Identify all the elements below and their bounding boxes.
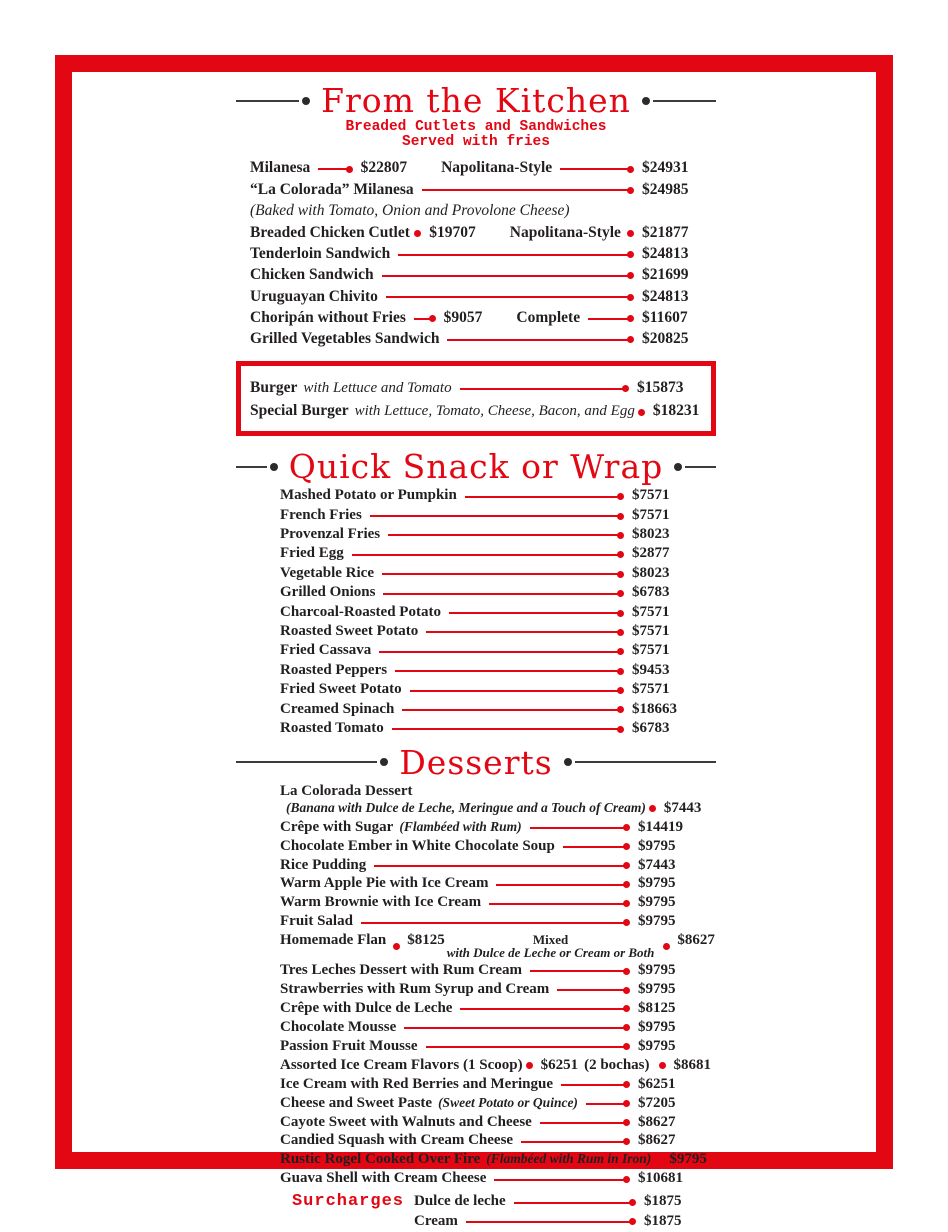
item-name: Special Burger: [250, 402, 349, 420]
item-name: Grilled Onions: [280, 584, 376, 601]
menu-item-row: [280, 1056, 712, 1074]
item-name: Tres Leches Dessert with Rum Cream: [280, 961, 523, 978]
item-note: with Lettuce and Tomato: [303, 379, 452, 396]
item-name: Rice Pudding: [280, 856, 367, 873]
menu-item-row: [250, 245, 702, 262]
price-leader: [404, 1027, 628, 1029]
price-leader: [521, 1141, 628, 1143]
item-price: $7443: [638, 856, 676, 873]
menu-item-row: [280, 1151, 707, 1168]
item-name: Roasted Peppers: [280, 661, 388, 678]
item-price: $15873: [637, 378, 684, 396]
variant-name: (2 bochas): [584, 1056, 650, 1073]
menu-item-row: [280, 1038, 700, 1055]
menu-item-row: [250, 288, 702, 305]
menu-item-row: [280, 1114, 700, 1131]
item-price: $24813: [642, 244, 689, 262]
section-desserts: [236, 742, 716, 1188]
price-leader: [398, 254, 632, 256]
item-note: (Sweet Potato or Quince): [438, 1094, 578, 1110]
price-leader: [560, 168, 632, 170]
item-name: Chicken Sandwich: [250, 266, 374, 284]
item-price: $7571: [632, 506, 670, 523]
item-price: $14419: [638, 818, 683, 835]
price-leader: [352, 554, 622, 556]
menu-item-list: [250, 159, 702, 347]
menu-item-row: [280, 981, 700, 998]
item-price: $7571: [632, 642, 670, 659]
item-name: Cheese and Sweet Paste: [280, 1094, 433, 1111]
item-price: $7571: [632, 487, 670, 504]
item-price: $9795: [638, 837, 676, 854]
price-leader: [370, 515, 622, 517]
price-leader: [588, 318, 632, 320]
item-price: $9795: [638, 1037, 676, 1054]
item-price: $9795: [638, 875, 676, 892]
item-name: Burger: [250, 378, 298, 396]
price-leader: [410, 690, 622, 692]
item-price: $21877: [642, 223, 689, 241]
item-price: $11607: [642, 308, 688, 326]
burger-highlight-box: [236, 361, 716, 437]
menu-item-row: [280, 526, 690, 543]
item-name: Cream: [414, 1212, 458, 1229]
menu-item-row: [280, 1019, 700, 1036]
variant-note: with Dulce de Leche or Cream or Both: [446, 945, 655, 961]
price-leader: [426, 631, 622, 633]
section-header: [236, 742, 716, 782]
price-leader: [386, 296, 632, 298]
ornament-dot: [270, 463, 278, 471]
item-price: $8125: [638, 999, 676, 1016]
menu-item-row: [280, 507, 690, 524]
item-price: $6783: [632, 719, 670, 736]
price-leader: [540, 1122, 628, 1124]
item-name: French Fries: [280, 506, 362, 523]
menu-item-row: [250, 330, 702, 347]
menu-item-row: [280, 623, 690, 640]
item-price: $20825: [642, 330, 689, 348]
menu-item-list: [280, 487, 690, 736]
item-name: Homemade Flan: [280, 932, 387, 949]
item-name: Dulce de leche: [414, 1193, 506, 1210]
item-name: Breaded Chicken Cutlet: [250, 223, 410, 241]
price-leader: [382, 275, 632, 277]
price-leader: [561, 1084, 628, 1086]
item-name: Vegetable Rice: [280, 564, 374, 581]
item-price: $9795: [669, 1151, 707, 1168]
menu-item-list: [280, 782, 715, 1188]
menu-item-row: [280, 894, 700, 911]
item-name: Complete: [516, 308, 581, 326]
surcharge-item-row: [414, 1193, 700, 1210]
price-leader: [530, 970, 628, 972]
price-leader: [379, 651, 622, 653]
item-price: $9453: [632, 661, 670, 678]
section-title: Quick Snack or Wrap: [288, 447, 664, 487]
item-note: (Banana with Dulce de Leche, Meringue and a Touch of Cream): [286, 799, 646, 815]
menu-item-row: [250, 159, 702, 176]
ornament-dot: [564, 758, 572, 766]
item-name: Uruguayan Chivito: [250, 287, 378, 305]
item-note: (Flambéed with Rum): [399, 818, 522, 834]
item-price: $8023: [632, 564, 670, 581]
subtitle-line: Breaded Cutlets and Sandwiches: [345, 119, 607, 135]
menu-item-row: [280, 604, 690, 621]
price-leader: [392, 728, 622, 730]
menu-item-row: [280, 1132, 700, 1149]
menu-item-row: [280, 1076, 700, 1093]
menu-item-list: [250, 378, 700, 421]
item-name: Warm Apple Pie with Ice Cream: [280, 875, 489, 892]
menu-item-row: [250, 402, 700, 420]
ornament-line: [685, 466, 716, 468]
item-price: $2877: [632, 545, 670, 562]
item-name: Assorted Ice Cream Flavors (1 Scoop): [280, 1056, 523, 1073]
item-price: $19707: [429, 223, 476, 241]
price-leader: [557, 989, 628, 991]
item-name: Cayote Sweet with Walnuts and Cheese: [280, 1113, 532, 1130]
price-leader: [414, 318, 434, 320]
surcharge-item-row: [414, 1213, 700, 1230]
item-variant: [447, 933, 655, 959]
price-leader: [388, 534, 622, 536]
ornament-dot: [380, 758, 388, 766]
item-name: Creamed Spinach: [280, 700, 395, 717]
item-name: Fruit Salad: [280, 913, 353, 930]
item-name: Tenderloin Sandwich: [250, 244, 391, 262]
item-name: Chocolate Mousse: [280, 1018, 397, 1035]
item-price: $18663: [632, 700, 677, 717]
item-price: $24813: [642, 287, 689, 305]
item-name: Milanesa: [250, 159, 311, 177]
menu-item-row: [280, 487, 690, 504]
item-name: Napolitana-Style: [509, 223, 621, 241]
price-leader: [447, 339, 632, 341]
item-name: Ice Cream with Red Berries and Meringue: [280, 1075, 554, 1092]
surcharges-label: Surcharges: [291, 1192, 404, 1212]
menu-item-row: [280, 800, 700, 817]
price-leader: [460, 1008, 628, 1010]
item-price: $22807: [360, 159, 408, 177]
item-price: $21699: [642, 266, 689, 284]
section-quick-snack-or-wrap: [236, 447, 716, 736]
item-price: $6783: [632, 584, 670, 601]
item-price: $8681: [673, 1056, 712, 1073]
surcharge-item-list: [414, 1193, 700, 1232]
menu-item-row: [280, 565, 690, 582]
section-title: Desserts: [399, 742, 553, 782]
item-price: $7571: [632, 681, 670, 698]
price-leader: [466, 1221, 634, 1223]
menu-item-row: [280, 857, 700, 874]
price-leader: [402, 709, 622, 711]
menu-item-row: [280, 875, 700, 892]
section-title: From the Kitchen: [321, 81, 631, 120]
item-name: Roasted Sweet Potato: [280, 623, 419, 639]
item-name: Crêpe with Sugar: [280, 818, 394, 835]
surcharges-block: [236, 1193, 700, 1232]
price-leader: [318, 168, 350, 170]
price-leader: [465, 496, 622, 498]
ornament-line: [236, 466, 267, 468]
item-price: $9795: [638, 980, 676, 997]
item-name: Charcoal-Roasted Potato: [280, 603, 441, 620]
item-price: $6251: [540, 1056, 579, 1073]
item-name: Fried Egg: [280, 545, 344, 562]
menu-item-note-row: [250, 202, 702, 219]
item-price: $9795: [638, 1018, 676, 1035]
section-from-the-kitchen: [236, 81, 716, 348]
ornament-line: [236, 761, 377, 763]
item-note: (Flambéed with Rum in Iron): [486, 1151, 652, 1167]
section-header: [236, 81, 716, 120]
price-leader: [361, 922, 628, 924]
item-name: Mashed Potato or Pumpkin: [280, 487, 457, 504]
menu-item-row: [280, 545, 690, 562]
menu-item-row: [250, 181, 702, 198]
item-price: $6251: [638, 1075, 676, 1092]
item-price: $24985: [642, 180, 689, 198]
item-price: $7571: [632, 623, 670, 639]
item-name: Fried Sweet Potato: [280, 681, 402, 698]
item-name: Crêpe with Dulce de Leche: [280, 999, 453, 1016]
item-name: Passion Fruit Mousse: [280, 1037, 418, 1054]
menu-item-row: [280, 913, 700, 930]
item-price: $9795: [638, 894, 676, 911]
item-name: Napolitana-Style: [441, 159, 553, 177]
item-name: Fried Cassava: [280, 642, 372, 659]
price-leader: [395, 670, 622, 672]
item-price: $10681: [638, 1170, 683, 1187]
item-price: $8125: [407, 932, 445, 949]
price-leader: [496, 884, 628, 886]
menu-item-row: [250, 309, 702, 326]
item-name: Provenzal Fries: [280, 526, 381, 543]
item-name: Grilled Vegetables Sandwich: [250, 330, 440, 348]
menu-item-row: [280, 932, 715, 961]
menu-item-row: [280, 662, 690, 679]
price-leader: [374, 865, 628, 867]
price-dot: [393, 943, 400, 950]
item-note: with Lettuce, Tomato, Cheese, Bacon, and Egg: [354, 403, 635, 420]
menu-item-row: [280, 584, 690, 601]
menu-item-row: [280, 819, 700, 836]
item-name: Candied Squash with Cream Cheese: [280, 1132, 514, 1149]
price-leader: [514, 1202, 634, 1204]
price-leader: [530, 827, 628, 829]
item-price: $8627: [638, 1113, 676, 1130]
price-leader: [460, 388, 627, 390]
item-price: $1875: [644, 1193, 682, 1210]
item-name: Strawberries with Rum Syrup and Cream: [280, 980, 550, 997]
ornament-dot: [674, 463, 682, 471]
ornament-line: [575, 761, 716, 763]
item-price: $8627: [677, 932, 715, 949]
menu-item-row: [280, 681, 690, 698]
ornament-dot: [302, 97, 310, 105]
menu-content: [236, 81, 716, 1232]
item-name: La Colorada Dessert: [280, 782, 413, 799]
item-price: $9795: [638, 913, 676, 930]
item-name: Choripán without Fries: [250, 308, 406, 326]
menu-item-row: [280, 838, 700, 855]
menu-item-row: [280, 783, 700, 800]
variant-name: Mixed: [532, 932, 569, 948]
price-leader: [489, 903, 628, 905]
menu-item-row: [280, 1170, 700, 1187]
item-name: Guava Shell with Cream Cheese: [280, 1170, 487, 1187]
item-price: $9795: [638, 961, 676, 978]
ornament-dot: [642, 97, 650, 105]
item-name: Chocolate Ember in White Chocolate Soup: [280, 837, 555, 854]
price-leader: [449, 612, 622, 614]
price-leader: [494, 1179, 628, 1181]
ornament-line: [653, 100, 716, 102]
price-leader: [383, 593, 622, 595]
price-leader: [382, 573, 622, 575]
subtitle-line: Served with fries: [402, 134, 550, 151]
item-name: Rustic Rogel Cooked Over Fire: [280, 1151, 481, 1168]
menu-item-row: [280, 1000, 700, 1017]
price-leader: [629, 232, 632, 234]
menu-item-row: [280, 962, 700, 979]
item-name: Warm Brownie with Ice Cream: [280, 894, 482, 911]
price-leader: [563, 846, 628, 848]
price-leader: [586, 1103, 628, 1105]
menu-item-row: [280, 1095, 700, 1112]
ornament-line: [236, 100, 299, 102]
menu-item-row: [250, 379, 697, 397]
price-leader: [422, 189, 632, 191]
item-price: $7205: [638, 1094, 676, 1111]
item-price: $9057: [443, 308, 483, 326]
price-leader: [426, 1046, 628, 1048]
item-note: (Baked with Tomato, Onion and Provolone Cheese): [250, 202, 570, 220]
item-price: $18231: [652, 402, 700, 420]
menu-item-row: [280, 720, 690, 737]
menu-item-row: [250, 224, 702, 241]
item-price: $7571: [632, 603, 670, 620]
item-name: “La Colorada” Milanesa: [250, 180, 414, 198]
item-price: $1875: [644, 1212, 682, 1229]
section-subtitle: [236, 120, 716, 150]
price-leader: [418, 232, 419, 234]
item-price: $7443: [663, 799, 702, 816]
item-name: Roasted Tomato: [280, 719, 384, 736]
item-price: $8023: [632, 526, 670, 543]
menu-item-row: [250, 266, 702, 283]
price-dot: [663, 943, 670, 950]
item-price: $8627: [638, 1132, 676, 1149]
menu-item-row: [280, 701, 690, 718]
section-header: [236, 447, 716, 487]
menu-item-row: [280, 642, 690, 659]
item-price: $24931: [642, 159, 689, 177]
